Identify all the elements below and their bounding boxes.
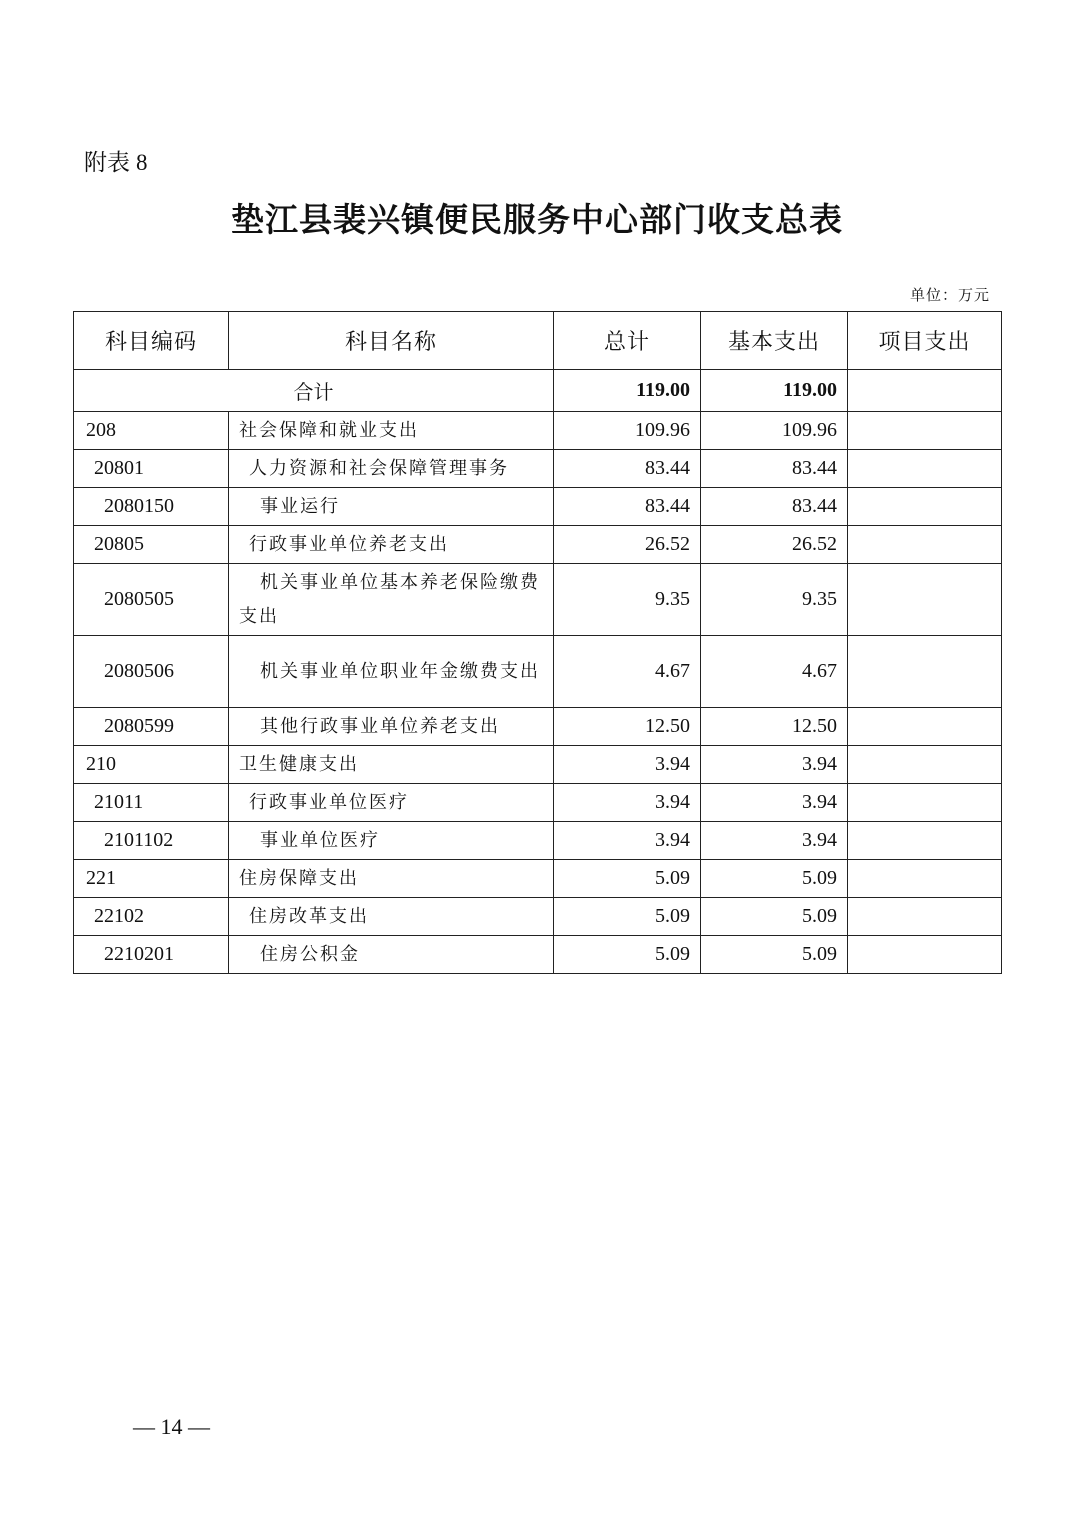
- row-basic: 3.94: [701, 746, 848, 784]
- row-code: 2080505: [74, 564, 229, 636]
- row-total: 4.67: [554, 636, 701, 708]
- row-total: 9.35: [554, 564, 701, 636]
- row-basic: 3.94: [701, 784, 848, 822]
- table-row: [74, 822, 1002, 860]
- table-row: [74, 860, 1002, 898]
- total-project: [848, 370, 1002, 412]
- row-basic: 3.94: [701, 822, 848, 860]
- table-row: [74, 784, 1002, 822]
- row-total: 3.94: [554, 784, 701, 822]
- row-name: 住房改革支出: [229, 898, 554, 936]
- total-basic: 119.00: [701, 370, 848, 412]
- row-name: 机关事业单位职业年金缴费支出: [229, 636, 554, 708]
- row-name: 其他行政事业单位养老支出: [229, 708, 554, 746]
- row-project: [848, 488, 1002, 526]
- row-code: 2080150: [74, 488, 229, 526]
- header-name: 科目名称: [229, 312, 554, 370]
- row-code: 2210201: [74, 936, 229, 974]
- row-name: 人力资源和社会保障管理事务: [229, 450, 554, 488]
- row-project: [848, 746, 1002, 784]
- header-code: 科目编码: [74, 312, 229, 370]
- row-total: 5.09: [554, 936, 701, 974]
- table-total-row: [74, 370, 1002, 412]
- header-total: 总计: [554, 312, 701, 370]
- row-basic: 12.50: [701, 708, 848, 746]
- attachment-label-text: 附表: [84, 150, 130, 176]
- row-code: 2080599: [74, 708, 229, 746]
- row-total: 109.96: [554, 412, 701, 450]
- row-basic: 5.09: [701, 898, 848, 936]
- row-total: 26.52: [554, 526, 701, 564]
- row-code: 208: [74, 412, 229, 450]
- table-row: [74, 898, 1002, 936]
- row-code: 2101102: [74, 822, 229, 860]
- row-project: [848, 898, 1002, 936]
- row-name: 行政事业单位医疗: [229, 784, 554, 822]
- table-row: [74, 412, 1002, 450]
- row-total: 12.50: [554, 708, 701, 746]
- unit-label: 单位：万元: [909, 286, 990, 304]
- row-code: 22102: [74, 898, 229, 936]
- attachment-label: [84, 144, 148, 177]
- table-row: [74, 526, 1002, 564]
- total-sum: 119.00: [554, 370, 701, 412]
- row-name: 卫生健康支出: [229, 746, 554, 784]
- row-basic: 83.44: [701, 450, 848, 488]
- row-project: [848, 784, 1002, 822]
- budget-table: [73, 311, 1002, 974]
- table-row: [74, 708, 1002, 746]
- row-project: [848, 412, 1002, 450]
- row-name: 社会保障和就业支出: [229, 412, 554, 450]
- row-basic: 26.52: [701, 526, 848, 564]
- row-project: [848, 526, 1002, 564]
- row-name: 住房保障支出: [229, 860, 554, 898]
- table-row: [74, 564, 1002, 636]
- row-code: 21011: [74, 784, 229, 822]
- row-total: 83.44: [554, 450, 701, 488]
- row-code: 221: [74, 860, 229, 898]
- page-title: 垫江县裴兴镇便民服务中心部门收支总表: [231, 200, 843, 239]
- total-label: 合计: [74, 370, 554, 412]
- row-basic: 83.44: [701, 488, 848, 526]
- row-basic: 5.09: [701, 860, 848, 898]
- row-code: 20805: [74, 526, 229, 564]
- table-row: [74, 450, 1002, 488]
- row-basic: 4.67: [701, 636, 848, 708]
- row-name: 机关事业单位基本养老保险缴费支出: [229, 564, 554, 636]
- table-row: [74, 488, 1002, 526]
- row-code: 20801: [74, 450, 229, 488]
- header-project: 项目支出: [848, 312, 1002, 370]
- table-header-row: [74, 312, 1002, 370]
- row-name: 行政事业单位养老支出: [229, 526, 554, 564]
- row-name: 住房公积金: [229, 936, 554, 974]
- row-project: [848, 822, 1002, 860]
- row-project: [848, 860, 1002, 898]
- table-row: [74, 636, 1002, 708]
- row-basic: 9.35: [701, 564, 848, 636]
- table-row: [74, 936, 1002, 974]
- row-code: 2080506: [74, 636, 229, 708]
- row-project: [848, 708, 1002, 746]
- header-basic: 基本支出: [701, 312, 848, 370]
- row-basic: 109.96: [701, 412, 848, 450]
- row-total: 83.44: [554, 488, 701, 526]
- attachment-number: 8: [136, 150, 148, 175]
- row-total: 3.94: [554, 746, 701, 784]
- row-project: [848, 636, 1002, 708]
- row-name: 事业单位医疗: [229, 822, 554, 860]
- row-total: 5.09: [554, 898, 701, 936]
- table-row: [74, 746, 1002, 784]
- row-project: [848, 936, 1002, 974]
- row-name: 事业运行: [229, 488, 554, 526]
- row-basic: 5.09: [701, 936, 848, 974]
- page-number: — 14 —: [133, 1414, 210, 1439]
- row-total: 3.94: [554, 822, 701, 860]
- row-project: [848, 450, 1002, 488]
- row-code: 210: [74, 746, 229, 784]
- row-project: [848, 564, 1002, 636]
- row-total: 5.09: [554, 860, 701, 898]
